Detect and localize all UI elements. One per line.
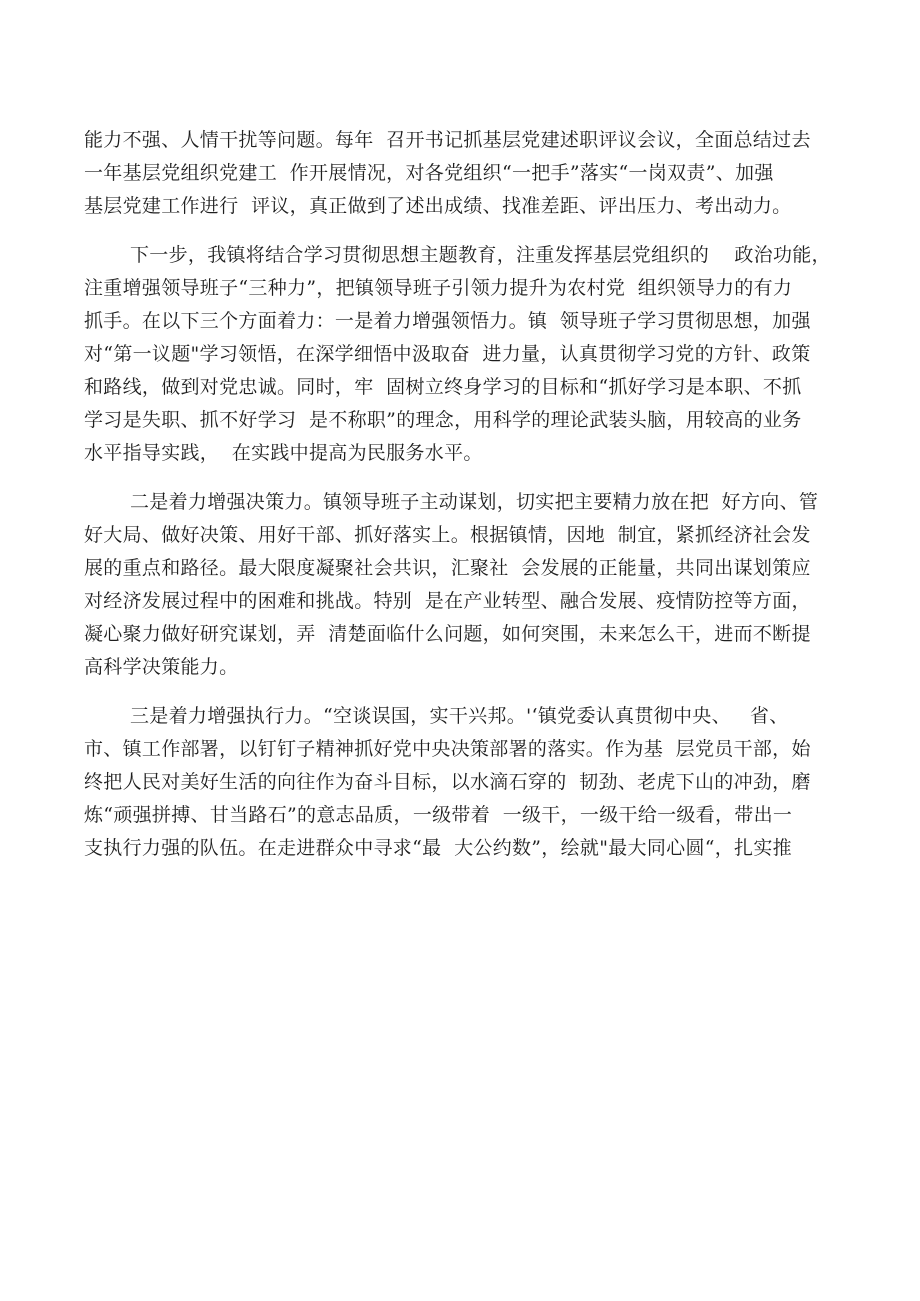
text-line: 二是着力增强决策力。镇领导班子主动谋划，切实把主要精力放在把 好方向、管 [130,491,819,513]
text-line: 凝心聚力做好研究谋划，弄 清楚面临什么问题，如何突围，未来怎么干，进而不断提 [84,623,811,645]
text-line: 水平指导实践， 在实践中提高为民服务水平。 [84,442,483,464]
text-line: 注重增强领导班子“三种力”，把镇领导班子引领力提升为农村党 组织领导力的有力 [84,277,793,299]
text-line: 终把人民对美好生活的向往作为奋斗目标，以水滴石穿的 韧劲、老虎下山的冲劲，磨 [84,771,811,793]
text-line: 好大局、做好决策、用好干部、抓好落实上。根据镇情，因地 制宜，紧抓经济社会发 [84,524,811,546]
text-line: 抓手。在以下三个方面着力：一是着力增强领悟力。镇 领导班子学习贯彻思想，加强 [84,310,811,332]
document-body [84,124,854,881]
text-line: 和路线，做到对党忠诚。同时，牢 固树立终身学习的目标和“抓好学习是本职、不抓 [84,376,802,398]
text-line: 一年基层党组织党建工 作开展情况，对各党组织“一把手”落实“一岗双责”、加强 [84,162,774,184]
text-line: 对经济发展过程中的困难和挑战。特别 是在产业转型、融合发展、疫情防控等方面， [84,590,811,612]
text-line: 下一步，我镇将结合学习贯彻思想主题教育，注重发挥基层党组织的 政治功能， [130,244,831,266]
text-line: 能力不强、人情干扰等问题。每年 召开书记抓基层党建述职评议会议，全面总结过去 [84,129,811,151]
paragraph [84,239,854,470]
text-line: 高科学决策能力。 [84,656,239,678]
text-line: 基层党建工作进行 评议，真正做到了述出成绩、找准差距、评出压力、考出动力。 [84,195,792,217]
text-line: 支执行力强的队伍。在走进群众中寻求“最 大公约数”，绘就"最大同心圆“，扎实推 [84,837,792,859]
paragraph [84,486,854,684]
text-line: 学习是失职、抓不好学习 是不称职”的理念，用科学的理论武装头脑，用较高的业务 [84,409,802,431]
text-line: 市、镇工作部署，以钉钉子精神抓好党中央决策部署的落实。作为基 层党员干部，始 [84,738,811,760]
paragraph [84,124,854,223]
text-line: 炼“顽强拼搏、甘当路石”的意志品质，一级带着 一级干，一级干给一级看，带出一 [84,804,793,826]
text-line: 对“第一议题"学习领悟，在深学细悟中汲取奋 进力量，认真贯彻学习党的方针、政策 [84,343,811,365]
text-line: 三是着力增强执行力。“空谈误国，实干兴邦。'‘镇党委认真贯彻中央、 省、 [130,705,789,727]
paragraph [84,700,854,865]
text-line: 展的重点和路径。最大限度凝聚社会共识，汇聚社 会发展的正能量，共同出谋划策应 [84,557,811,579]
